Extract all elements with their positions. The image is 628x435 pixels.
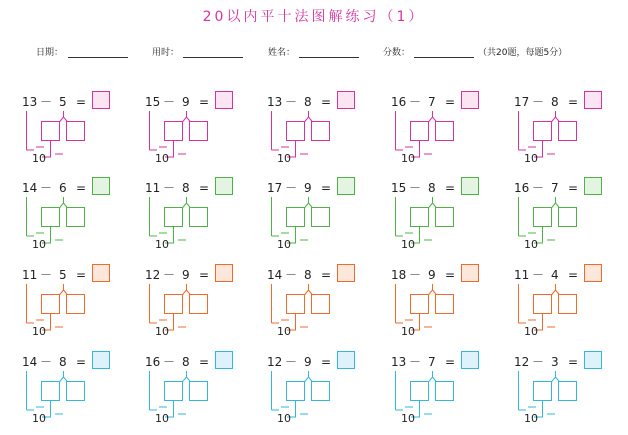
problem-item	[267, 268, 385, 346]
split-box-left[interactable]	[411, 295, 429, 314]
ten-label: 10	[524, 238, 538, 251]
minuend: 14	[22, 355, 38, 369]
minus-sign: －	[40, 355, 53, 369]
subtrahend: 9	[182, 268, 190, 282]
worksheet-title: 20以内平十法图解练习（1）	[202, 9, 426, 25]
split-box-right[interactable]	[559, 295, 577, 314]
minuend: 11	[22, 268, 38, 282]
split-box-left[interactable]	[165, 295, 183, 314]
split-box-right[interactable]	[559, 122, 577, 141]
subtrahend: 4	[551, 268, 559, 282]
minuend: 17	[514, 95, 530, 109]
minuend: 16	[391, 95, 407, 109]
subtrahend: 9	[428, 268, 436, 282]
subtrahend: 8	[304, 268, 312, 282]
subtrahend: 8	[59, 355, 67, 369]
problem-item	[514, 95, 628, 173]
equals-sign: =	[76, 355, 87, 369]
problem-item	[391, 95, 509, 173]
minuend: 13	[22, 95, 38, 109]
equals-sign: =	[568, 268, 579, 282]
ten-label: 10	[524, 152, 538, 165]
minuend: 15	[391, 181, 407, 195]
minuend: 11	[514, 268, 530, 282]
split-box-right[interactable]	[436, 208, 454, 227]
equals-sign: =	[445, 268, 456, 282]
equals-sign: =	[568, 355, 579, 369]
split-box-right[interactable]	[436, 382, 454, 401]
subtrahend: 9	[304, 355, 312, 369]
equals-sign: =	[445, 95, 456, 109]
equals-sign: =	[321, 268, 332, 282]
problem-item	[267, 181, 385, 259]
minuend: 12	[267, 355, 283, 369]
minuend: 15	[145, 95, 161, 109]
equals-sign: =	[199, 181, 210, 195]
split-box-right[interactable]	[67, 295, 85, 314]
ten-label: 10	[32, 152, 46, 165]
minus-sign: －	[532, 355, 545, 369]
equals-sign: =	[445, 181, 456, 195]
split-box-left[interactable]	[42, 295, 60, 314]
split-box-right[interactable]	[67, 122, 85, 141]
split-box-left[interactable]	[534, 122, 552, 141]
problem-item	[22, 95, 140, 173]
minuend: 14	[22, 181, 38, 195]
subtrahend: 9	[182, 95, 190, 109]
split-box-left[interactable]	[287, 382, 305, 401]
minus-sign: －	[40, 268, 53, 282]
subtrahend: 9	[304, 181, 312, 195]
subtrahend: 8	[304, 95, 312, 109]
equals-sign: =	[199, 95, 210, 109]
equals-sign: =	[445, 355, 456, 369]
ten-label: 10	[401, 238, 415, 251]
name-label: 姓名：	[268, 48, 296, 58]
problem-item	[267, 355, 385, 433]
split-box-right[interactable]	[190, 122, 208, 141]
ten-label: 10	[401, 325, 415, 338]
equals-sign: =	[199, 268, 210, 282]
minus-sign: －	[409, 181, 422, 195]
minus-sign: －	[285, 355, 298, 369]
minuend: 12	[145, 268, 161, 282]
split-box-right[interactable]	[67, 208, 85, 227]
split-box-left[interactable]	[411, 208, 429, 227]
equals-sign: =	[76, 268, 87, 282]
ten-label: 10	[32, 325, 46, 338]
subtrahend: 3	[551, 355, 559, 369]
minuend: 13	[267, 95, 283, 109]
score-label: 分数：	[383, 48, 411, 58]
split-box-left[interactable]	[42, 122, 60, 141]
ten-label: 10	[32, 412, 46, 425]
split-box-right[interactable]	[190, 382, 208, 401]
problem-item	[22, 268, 140, 346]
minus-sign: －	[285, 95, 298, 109]
minuend: 12	[514, 355, 530, 369]
ten-label: 10	[277, 412, 291, 425]
subtrahend: 8	[182, 355, 190, 369]
scoring-note: （共20题，每题5分）	[478, 48, 568, 58]
minus-sign: －	[532, 95, 545, 109]
problem-item	[22, 355, 140, 433]
ten-label: 10	[524, 325, 538, 338]
subtrahend: 5	[59, 268, 67, 282]
minus-sign: －	[40, 181, 53, 195]
equals-sign: =	[321, 95, 332, 109]
minus-sign: －	[40, 95, 53, 109]
minus-sign: －	[163, 95, 176, 109]
problem-item	[22, 181, 140, 259]
split-box-right[interactable]	[312, 382, 330, 401]
split-box-right[interactable]	[559, 208, 577, 227]
problem-item	[391, 268, 509, 346]
problem-item	[145, 268, 263, 346]
minus-sign: －	[532, 181, 545, 195]
subtrahend: 7	[551, 181, 559, 195]
minus-sign: －	[409, 268, 422, 282]
problem-item	[391, 181, 509, 259]
split-box-left[interactable]	[287, 295, 305, 314]
split-box-left[interactable]	[165, 382, 183, 401]
split-box-right[interactable]	[436, 295, 454, 314]
time-label: 用时：	[152, 48, 180, 58]
problem-item	[145, 95, 263, 173]
ten-label: 10	[401, 412, 415, 425]
minuend: 18	[391, 268, 407, 282]
split-box-left[interactable]	[42, 382, 60, 401]
minuend: 14	[267, 268, 283, 282]
split-box-left[interactable]	[534, 382, 552, 401]
split-box-right[interactable]	[312, 295, 330, 314]
ten-label: 10	[277, 152, 291, 165]
equals-sign: =	[76, 95, 87, 109]
subtrahend: 7	[428, 95, 436, 109]
split-box-left[interactable]	[411, 382, 429, 401]
equals-sign: =	[321, 181, 332, 195]
minus-sign: －	[163, 355, 176, 369]
split-box-left[interactable]	[287, 208, 305, 227]
problem-item	[145, 355, 263, 433]
split-box-right[interactable]	[190, 295, 208, 314]
split-box-left[interactable]	[534, 208, 552, 227]
ten-label: 10	[155, 325, 169, 338]
minus-sign: －	[285, 181, 298, 195]
subtrahend: 5	[59, 95, 67, 109]
subtrahend: 8	[182, 181, 190, 195]
equals-sign: =	[199, 355, 210, 369]
problem-item	[267, 95, 385, 173]
split-box-right[interactable]	[436, 122, 454, 141]
subtrahend: 8	[428, 181, 436, 195]
equals-sign: =	[568, 95, 579, 109]
problem-item	[145, 181, 263, 259]
minuend: 13	[391, 355, 407, 369]
problem-item	[514, 355, 628, 433]
split-box-right[interactable]	[67, 382, 85, 401]
split-box-left[interactable]	[165, 122, 183, 141]
split-box-left[interactable]	[165, 208, 183, 227]
split-box-right[interactable]	[190, 208, 208, 227]
minuend: 16	[514, 181, 530, 195]
minus-sign: －	[532, 268, 545, 282]
ten-label: 10	[155, 152, 169, 165]
minus-sign: －	[285, 268, 298, 282]
minus-sign: －	[409, 95, 422, 109]
split-box-left[interactable]	[534, 295, 552, 314]
split-box-right[interactable]	[312, 208, 330, 227]
subtrahend: 8	[551, 95, 559, 109]
subtrahend: 6	[59, 181, 67, 195]
problem-item	[514, 268, 628, 346]
ten-label: 10	[524, 412, 538, 425]
minus-sign: －	[163, 268, 176, 282]
problem-item	[391, 355, 509, 433]
ten-label: 10	[155, 238, 169, 251]
minuend: 16	[145, 355, 161, 369]
split-box-right[interactable]	[312, 122, 330, 141]
equals-sign: =	[76, 181, 87, 195]
ten-label: 10	[277, 238, 291, 251]
problem-item	[514, 181, 628, 259]
subtrahend: 7	[428, 355, 436, 369]
minuend: 17	[267, 181, 283, 195]
date-label: 日期：	[36, 48, 64, 58]
ten-label: 10	[155, 412, 169, 425]
minus-sign: －	[163, 181, 176, 195]
split-box-right[interactable]	[559, 382, 577, 401]
split-box-left[interactable]	[287, 122, 305, 141]
ten-label: 10	[401, 152, 415, 165]
split-box-left[interactable]	[411, 122, 429, 141]
equals-sign: =	[321, 355, 332, 369]
split-box-left[interactable]	[42, 208, 60, 227]
minus-sign: －	[409, 355, 422, 369]
minuend: 11	[145, 181, 161, 195]
equals-sign: =	[568, 181, 579, 195]
ten-label: 10	[277, 325, 291, 338]
ten-label: 10	[32, 238, 46, 251]
